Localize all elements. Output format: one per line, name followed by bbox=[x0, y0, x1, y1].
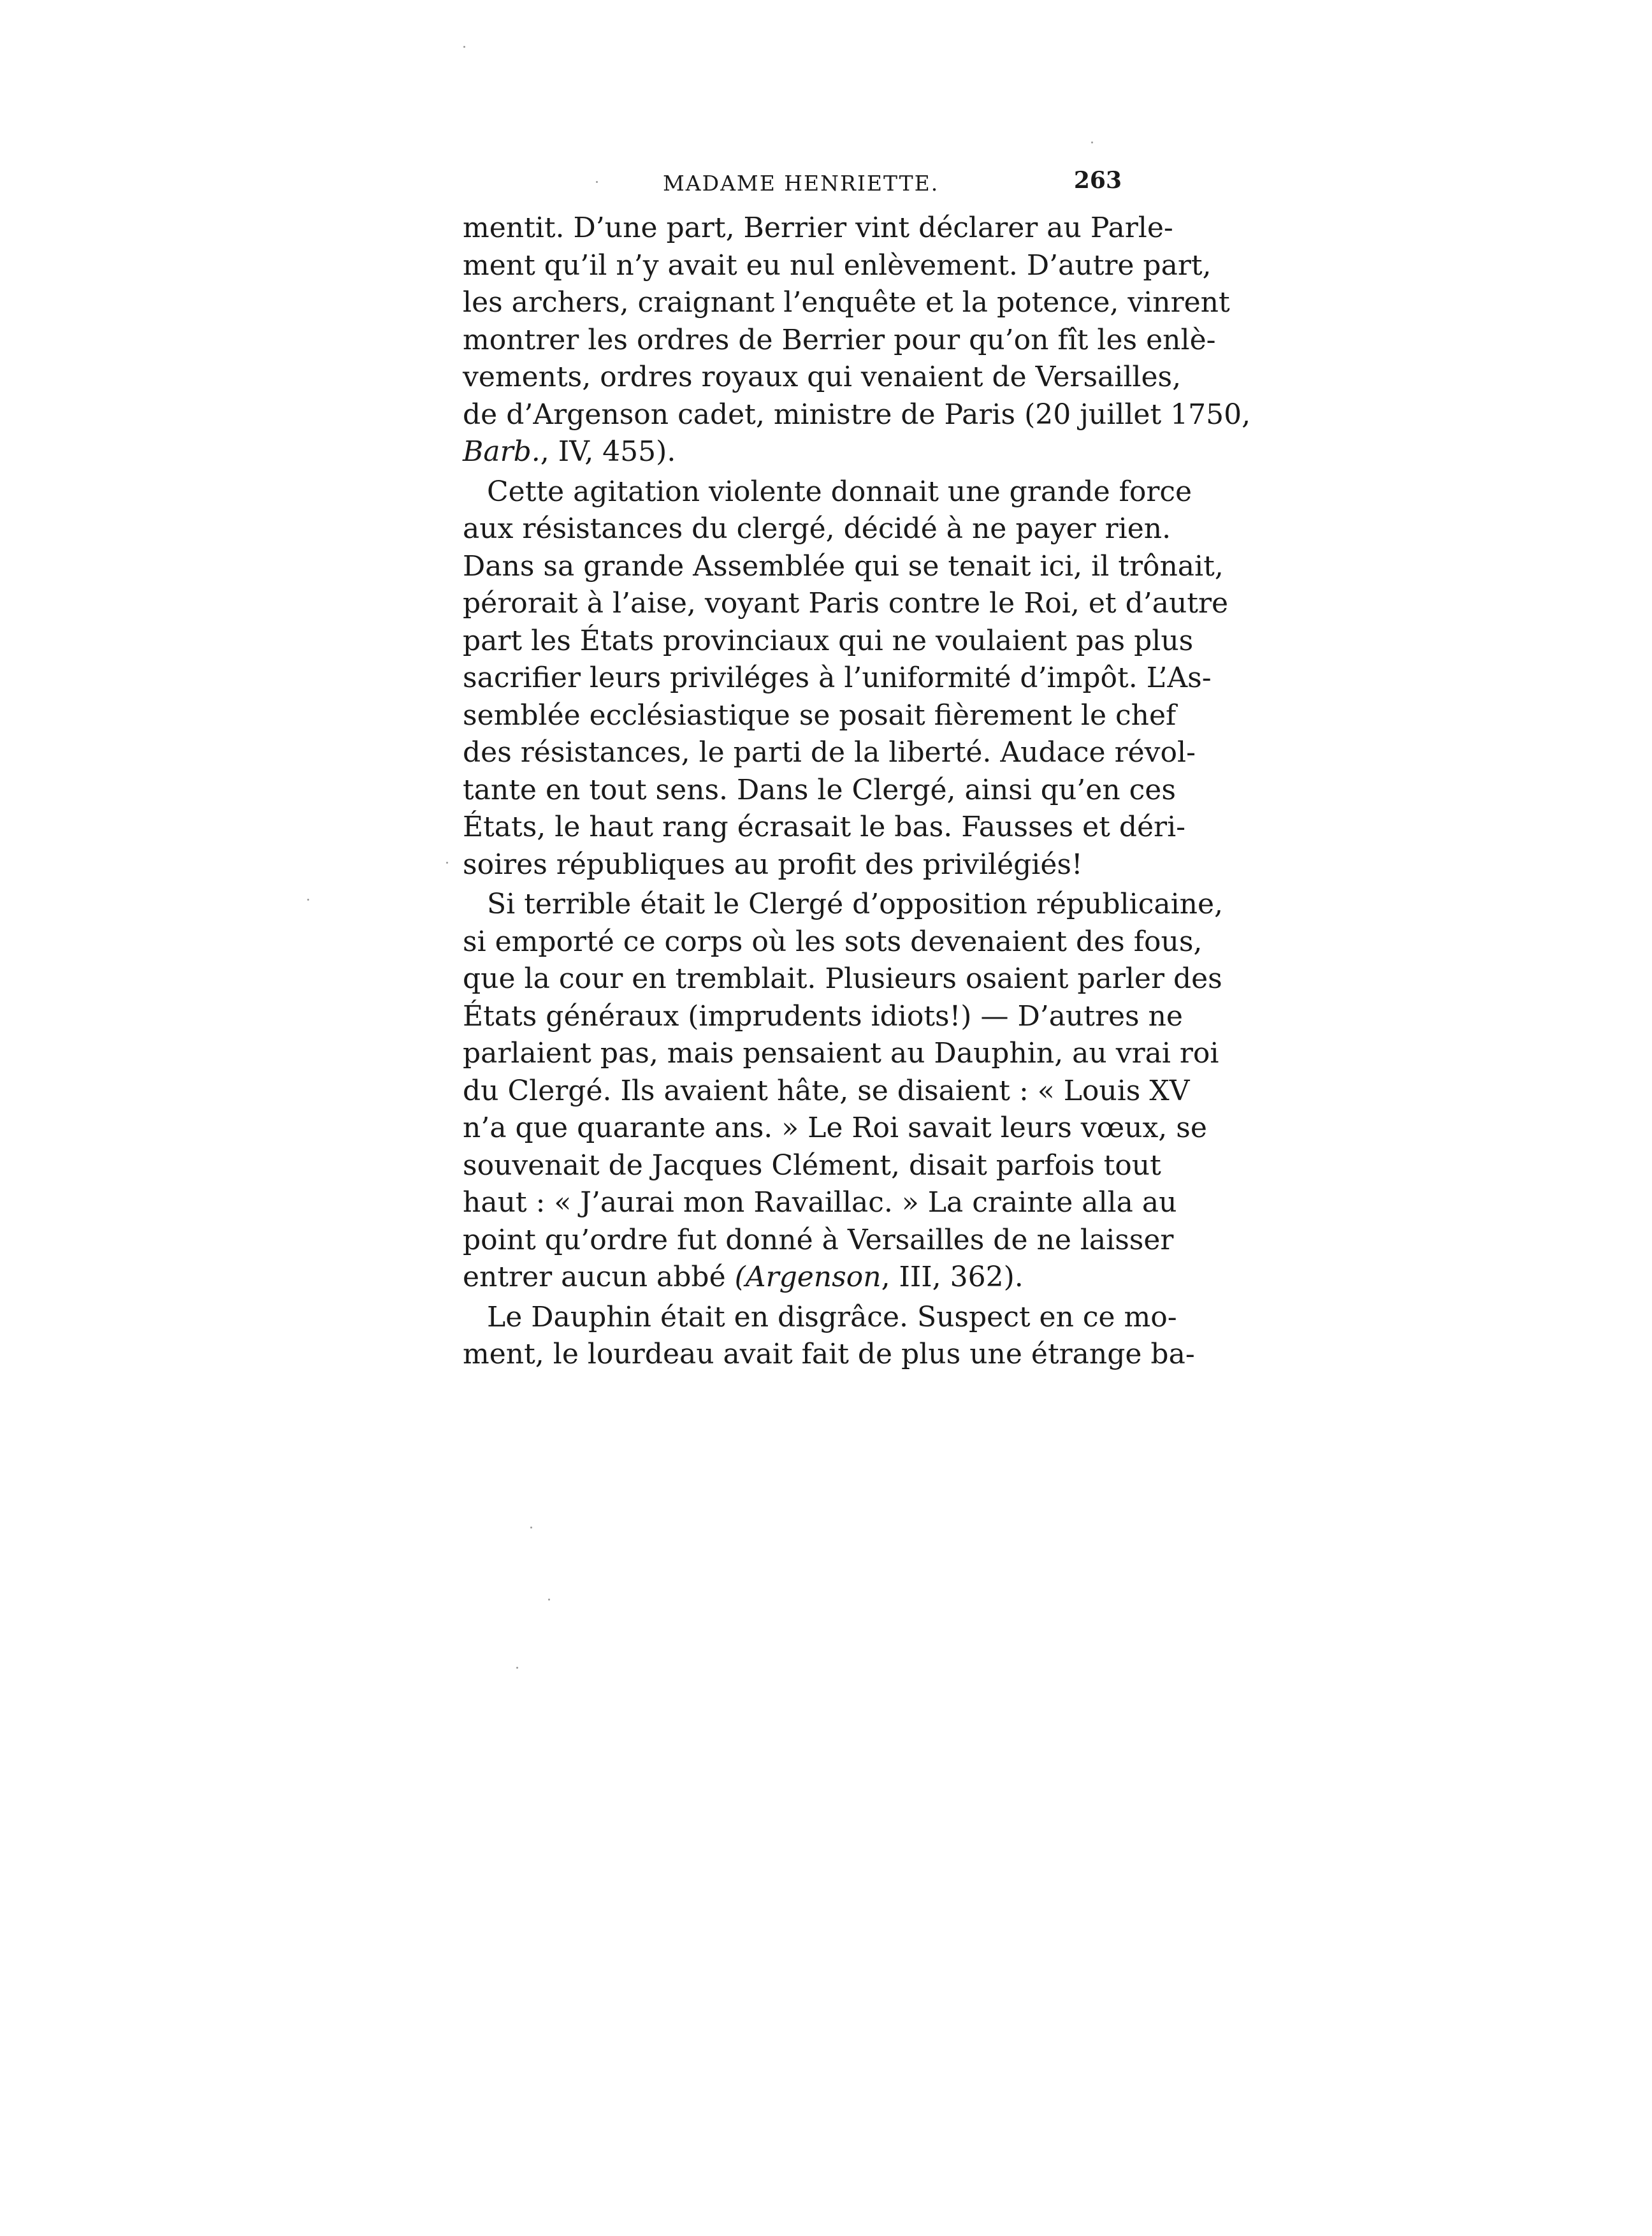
text-line: n’a que quarante ans. » Le Roi savait leurs vœux, se bbox=[463, 1112, 1207, 1144]
text-line: souvenait de Jacques Clément, disait parfois tout bbox=[463, 1149, 1161, 1182]
text-line: montrer les ordres de Berrier pour qu’on fît les enlè- bbox=[463, 323, 1216, 356]
line-start: entrer aucun abbé bbox=[463, 1261, 735, 1293]
text-line: ment qu’il n’y avait eu nul enlèvement. D’autre part, bbox=[463, 249, 1212, 282]
text-line: Le Dauphin était en disgrâce. Suspect en ce mo- bbox=[487, 1300, 1177, 1333]
text-line: les archers, craignant l’enquête et la potence, vinrent bbox=[463, 286, 1230, 319]
reference-italic: (Argenson bbox=[734, 1261, 881, 1293]
text-line: de d’Argenson cadet, ministre de Paris (20 juillet 1750, bbox=[463, 398, 1251, 431]
text-line: part les États provinciaux qui ne voulaient pas plus bbox=[463, 624, 1194, 657]
scan-speck bbox=[516, 1667, 518, 1669]
text-line: que la cour en tremblait. Plusieurs osaient parler des bbox=[463, 962, 1222, 995]
text-line: soires républiques au profit des privilégiés! bbox=[463, 848, 1083, 881]
running-title: MADAME HENRIETTE. bbox=[663, 171, 939, 196]
scan-speck bbox=[307, 899, 309, 901]
text-line: ment, le lourdeau avait fait de plus une étrange ba- bbox=[463, 1338, 1195, 1370]
scan-speck bbox=[596, 181, 598, 183]
text-line: mentit. D’une part, Berrier vint déclarer au Parle- bbox=[463, 212, 1173, 244]
text-line: point qu’ordre fut donné à Versailles de ne laisser bbox=[463, 1223, 1174, 1256]
paragraph bbox=[463, 474, 1229, 884]
reference-italic: Barb. bbox=[463, 435, 540, 468]
text-line: Cette agitation violente donnait une grande force bbox=[487, 475, 1192, 508]
text-line: si emporté ce corps où les sots devenaient des fous, bbox=[463, 925, 1203, 958]
scan-speck bbox=[446, 862, 448, 864]
reference-rest: , IV, 455). bbox=[540, 435, 676, 468]
text-line: semblée ecclésiastique se posait fièrement le chef bbox=[463, 699, 1177, 732]
text-line: États, le haut rang écrasait le bas. Fausses et déri- bbox=[463, 811, 1186, 843]
text-line: pérorait à l’aise, voyant Paris contre le Roi, et d’autre bbox=[463, 587, 1229, 620]
text-line: des résistances, le parti de la liberté. Audace révol- bbox=[463, 736, 1196, 769]
scan-speck bbox=[548, 1599, 550, 1601]
paragraph bbox=[463, 1299, 1195, 1374]
text-line: États généraux (imprudents idiots!) — D’autres ne bbox=[463, 999, 1183, 1033]
text-line: Dans sa grande Assemblée qui se tenait ici, il trônait, bbox=[463, 549, 1224, 583]
text-line: Si terrible était le Clergé d’opposition républicaine, bbox=[487, 888, 1223, 920]
text-line: du Clergé. Ils avaient hâte, se disaient : « Louis XV bbox=[463, 1074, 1190, 1107]
page-number: 263 bbox=[1073, 167, 1122, 194]
scan-speck bbox=[463, 46, 465, 48]
text-line bbox=[463, 433, 1141, 471]
text-line: tante en tout sens. Dans le Clergé, ainsi qu’en ces bbox=[463, 773, 1176, 806]
text-line: haut : « J’aurai mon Ravaillac. » La crainte alla au bbox=[463, 1186, 1177, 1219]
scan-speck bbox=[530, 1527, 532, 1528]
text-line bbox=[463, 1259, 1141, 1296]
text-line: aux résistances du clergé, décidé à ne payer rien. bbox=[463, 512, 1171, 545]
paragraph bbox=[463, 886, 1223, 1296]
running-header bbox=[663, 167, 1122, 205]
body-text bbox=[463, 210, 1251, 1374]
reference-rest: , III, 362). bbox=[881, 1261, 1024, 1293]
text-line: parlaient pas, mais pensaient au Dauphin, au vrai roi bbox=[463, 1037, 1219, 1070]
scan-speck bbox=[1091, 142, 1093, 143]
text-line: vements, ordres royaux qui venaient de Versailles, bbox=[463, 361, 1182, 393]
paragraph bbox=[463, 210, 1251, 471]
text-line: sacrifier leurs priviléges à l’uniformité d’impôt. L’As- bbox=[463, 662, 1212, 694]
